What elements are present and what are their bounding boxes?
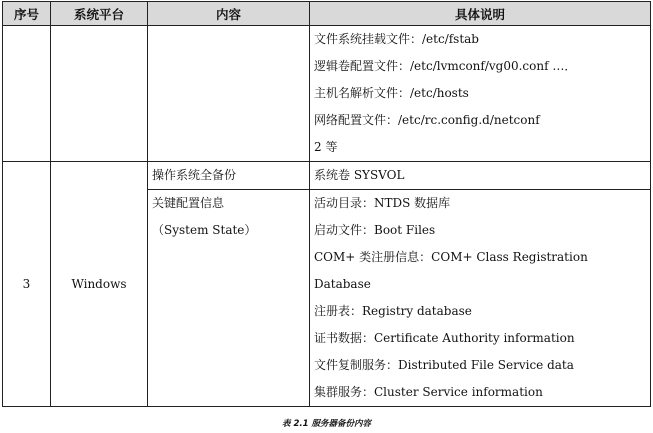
header-details: 具体说明 <box>310 2 651 26</box>
cell-index-empty <box>3 26 51 162</box>
detail-line: 文件系统挂载文件：/etc/fstab <box>314 32 479 46</box>
content-label: 关键配置信息 <box>152 196 225 210</box>
cell-index: 3 <box>3 162 51 407</box>
cell-details-os-backup <box>310 162 651 190</box>
table-caption: 表 2.1 服务器备份内容 <box>282 419 371 429</box>
detail-line: Database <box>314 277 371 291</box>
header-content: 内容 <box>148 2 310 26</box>
cell-content-empty <box>148 26 310 162</box>
detail-line: 文件复制服务：Distributed File Service data <box>314 358 574 372</box>
table-header-row <box>3 2 651 26</box>
detail-line: 2 等 <box>314 140 338 154</box>
detail-line: 注册表：Registry database <box>314 304 472 318</box>
cell-platform-empty <box>51 26 148 162</box>
cell-details-key-config <box>310 190 651 407</box>
detail-line: 活动目录：NTDS 数据库 <box>314 196 451 210</box>
content-label: 操作系统全备份 <box>152 168 237 182</box>
table-row-windows-1 <box>3 162 651 190</box>
detail-line: 启动文件：Boot Files <box>314 223 436 237</box>
detail-line: 证书数据：Certificate Authority information <box>314 331 575 345</box>
cell-content-key-config <box>148 190 310 407</box>
detail-line: 主机名解析文件：/etc/hosts <box>314 86 469 100</box>
backup-content-table <box>2 1 651 407</box>
table-row-continued <box>3 26 651 162</box>
content-label-sub: （System State） <box>152 223 257 237</box>
cell-platform: Windows <box>51 162 148 407</box>
cell-details-continued <box>310 26 651 162</box>
cell-content-os-backup <box>148 162 310 190</box>
detail-line: 网络配置文件：/etc/rc.config.d/netconf <box>314 113 540 127</box>
detail-line: 逻辑卷配置文件：/etc/lvmconf/vg00.conf …． <box>314 59 577 73</box>
header-index: 序号 <box>3 2 51 26</box>
detail-line: COM+ 类注册信息：COM+ Class Registration <box>314 250 588 264</box>
detail-line: 集群服务：Cluster Service information <box>314 385 543 399</box>
detail-line: 系统卷 SYSVOL <box>314 168 405 182</box>
header-platform: 系统平台 <box>51 2 148 26</box>
